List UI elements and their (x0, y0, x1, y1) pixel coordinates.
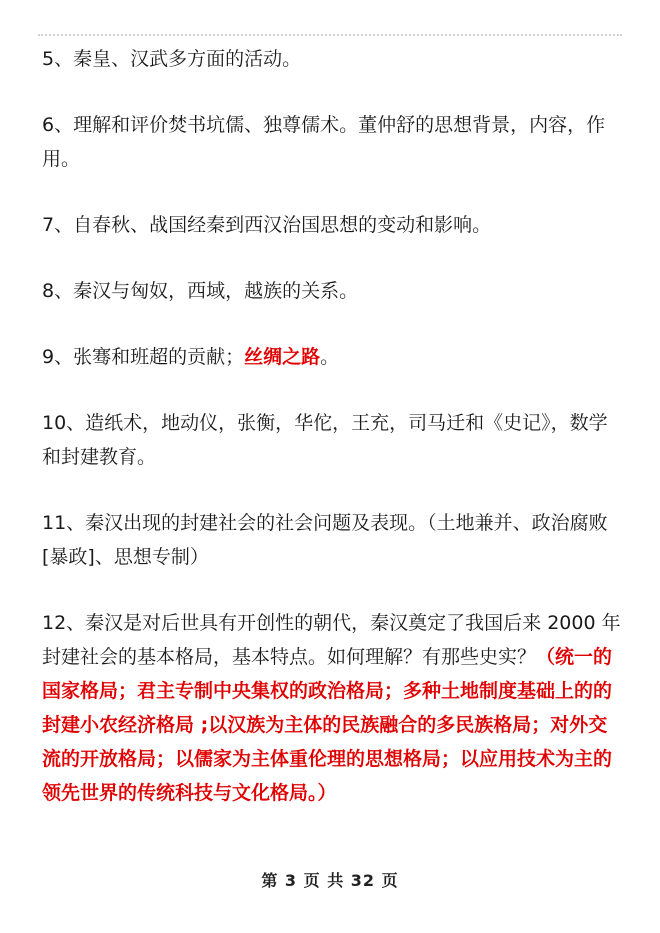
highlight-answer: （统一的国家格局；君主专制中央集权的政治格局；多种土地制度基础上的的封建小农经济格局 ;以汉族为主体的民族融合的多民族格局；对外交流的开放格局；以儒家为主体重伦理的思想格局；以应用技术为主的领先世界的传统科技与文化格局。） (42, 646, 613, 804)
list-item-12 (42, 606, 622, 810)
list-item-5 (42, 42, 622, 76)
item-text: 10、造纸术，地动仪，张衡，华佗，王充，司马迁和《史记》，数学和封建教育。 (42, 412, 608, 468)
list-item-9 (42, 340, 622, 374)
item-text: 5、秦皇、汉武多方面的活动。 (42, 48, 302, 70)
item-text: 9、张骞和班超的贡献； (42, 346, 245, 368)
item-text: 6、理解和评价焚书坑儒、独尊儒术。董仲舒的思想背景，内容，作用。 (42, 114, 606, 170)
item-text: 11、秦汉出现的封建社会的社会问题及表现。（土地兼并、政治腐败[暴政]、思想专制） (42, 512, 608, 568)
item-text: 8、秦汉与匈奴，西域，越族的关系。 (42, 280, 359, 302)
list-item-6 (42, 108, 622, 176)
highlight-silk-road: 丝绸之路 (244, 346, 321, 368)
list-item-11 (42, 506, 622, 574)
page-number-label: 第 3 页 共 32 页 (261, 871, 399, 890)
item-text-end: 。 (320, 346, 340, 368)
top-divider (38, 34, 622, 36)
document-body (42, 42, 622, 810)
list-item-7 (42, 208, 622, 242)
item-text: 7、自春秋、战国经秦到西汉治国思想的变动和影响。 (42, 214, 492, 236)
item-text: 12、秦汉是对后世具有开创性的朝代，秦汉奠定了我国后来 2000 年封建社会的基本格局，基本特点。如何理解？有那些史实？ (42, 612, 621, 668)
list-item-10 (42, 406, 622, 474)
list-item-8 (42, 274, 622, 308)
page-footer (0, 868, 660, 891)
